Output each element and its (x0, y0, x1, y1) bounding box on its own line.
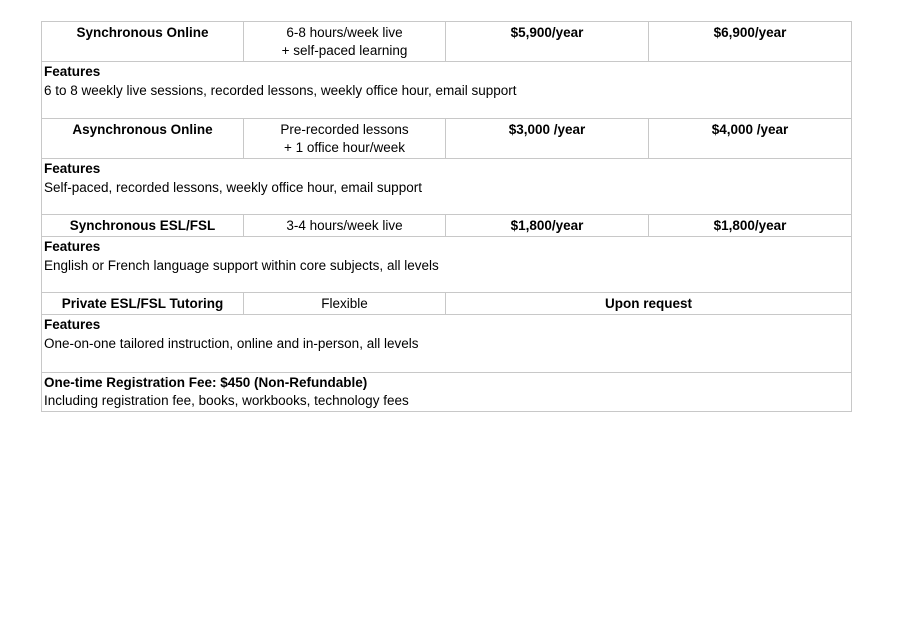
price-cell (649, 119, 852, 159)
schedule-line: 3-4 hours/week live (286, 218, 403, 233)
features-text: Self-paced, recorded lessons, weekly office hour, email support (44, 179, 422, 195)
features-cell (42, 315, 852, 373)
program-name-cell (42, 215, 244, 237)
price: $4,000 /year (711, 122, 789, 137)
program-row (42, 293, 852, 315)
features-row (42, 237, 852, 293)
features-text: One-on-one tailored instruction, online and in-person, all levels (44, 335, 419, 351)
features-block (42, 159, 851, 197)
schedule-line: Flexible (321, 296, 368, 311)
price: $1,800/year (713, 218, 787, 233)
program-row (42, 22, 852, 62)
features-text: English or French language support within core subjects, all levels (44, 257, 439, 273)
pricing-table (41, 21, 852, 412)
program-name-cell (42, 119, 244, 159)
features-heading: Features (44, 317, 101, 332)
program-name-cell (42, 293, 244, 315)
features-cell (42, 159, 852, 215)
schedule (244, 293, 445, 314)
features-block (42, 237, 851, 275)
price-cell-merged (446, 293, 852, 315)
features-heading: Features (44, 161, 101, 176)
schedule (244, 215, 445, 236)
price-cell (446, 119, 649, 159)
registration-block (42, 373, 851, 409)
pricing-sheet (41, 21, 851, 412)
schedule-line: + 1 office hour/week (284, 140, 405, 155)
registration-title: One-time Registration Fee: $450 (Non-Refundable) (44, 375, 368, 390)
program-name-cell (42, 22, 244, 62)
price-upon-request: Upon request (604, 296, 692, 311)
price: $3,000 /year (508, 122, 586, 137)
features-block (42, 62, 851, 100)
features-cell (42, 62, 852, 119)
price-cell (649, 22, 852, 62)
features-heading: Features (44, 239, 101, 254)
schedule-cell (244, 293, 446, 315)
registration-row (42, 373, 852, 412)
program-name: Asynchronous Online (72, 122, 213, 137)
schedule (244, 119, 445, 158)
schedule-cell (244, 119, 446, 159)
features-row (42, 159, 852, 215)
features-row (42, 315, 852, 373)
schedule-cell (244, 215, 446, 237)
schedule-line: + self-paced learning (281, 43, 408, 58)
program-name: Private ESL/FSL Tutoring (61, 296, 224, 311)
program-row (42, 119, 852, 159)
features-text: 6 to 8 weekly live sessions, recorded lessons, weekly office hour, email support (44, 82, 517, 98)
program-row (42, 215, 852, 237)
registration-details: Including registration fee, books, workbooks, technology fees (44, 392, 409, 408)
price-cell (649, 215, 852, 237)
program-name: Synchronous Online (76, 25, 209, 40)
features-cell (42, 237, 852, 293)
features-block (42, 315, 851, 353)
price-cell (446, 22, 649, 62)
schedule (244, 22, 445, 61)
schedule-line: Pre-recorded lessons (280, 122, 409, 137)
schedule-cell (244, 22, 446, 62)
features-row (42, 62, 852, 119)
price: $6,900/year (713, 25, 787, 40)
schedule-line: 6-8 hours/week live (286, 25, 403, 40)
price-cell (446, 215, 649, 237)
features-heading: Features (44, 64, 101, 79)
price: $5,900/year (510, 25, 584, 40)
program-name: Synchronous ESL/FSL (69, 218, 216, 233)
registration-cell (42, 373, 852, 412)
price: $1,800/year (510, 218, 584, 233)
